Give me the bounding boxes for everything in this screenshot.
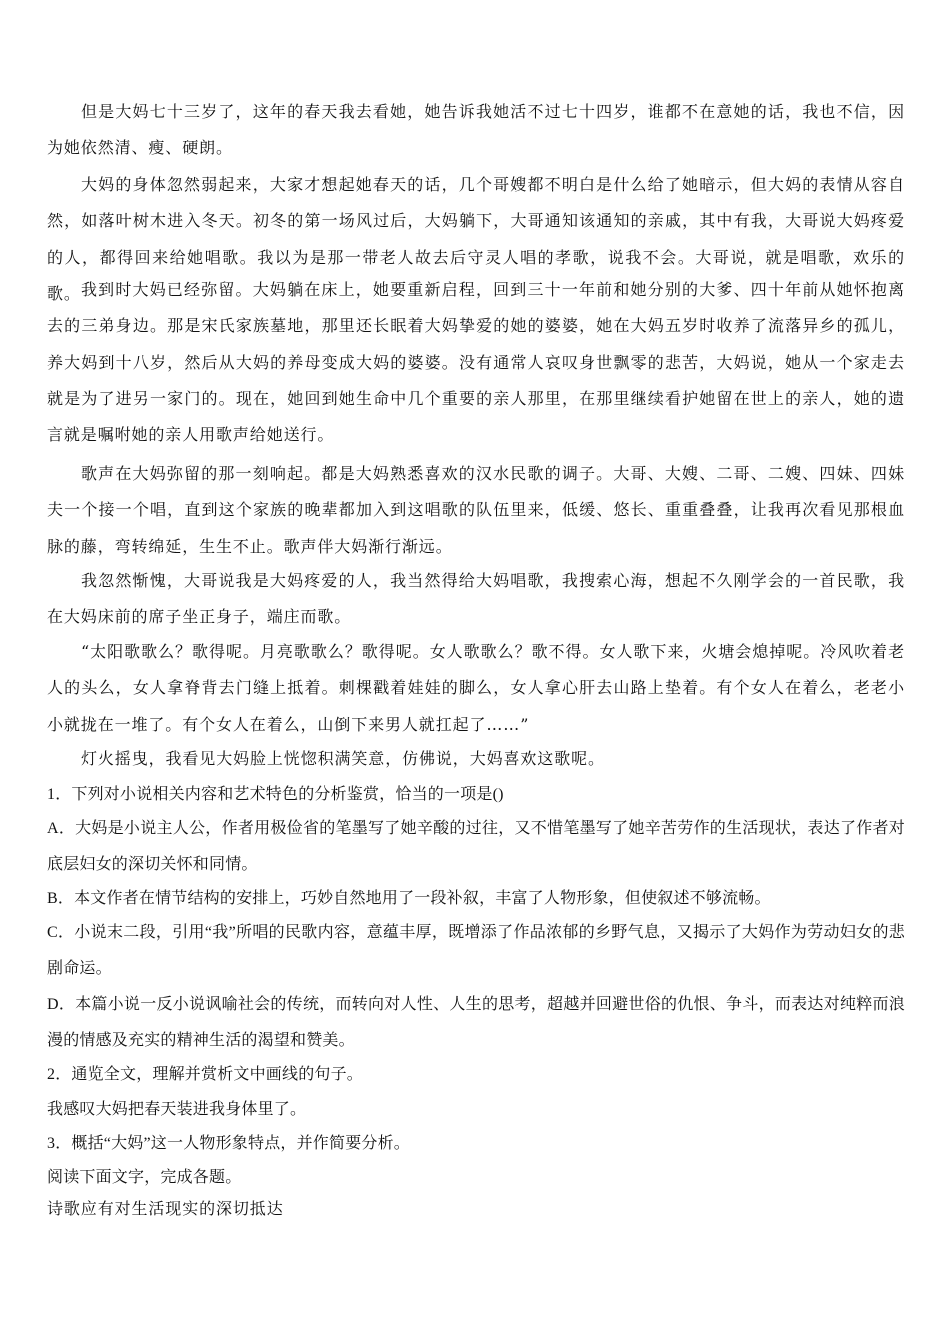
story-paragraph-1: 但是大妈七十三岁了，这年的春天我去看她，她告诉我她活不过七十四岁，谁都不在意她的话，我也不信，因为她依然清、瘦、硬朗。: [47, 102, 905, 158]
story-paragraph-5: 我忽然惭愧，大哥说我是大妈疼爱的人，我当然得给大妈唱歌，我搜索心海，想起不久刚学会的一首民歌，我在大妈床前的席子坐正身子，端庄而歌。: [47, 571, 905, 627]
story-paragraph-3: 我到时大妈已经弥留。大妈躺在床上，她要重新启程，回到三十一年前和她分别的大爹、四十年前从她怀抱离去的三弟身边。那是宋氏家族墓地，那里还长眠着大妈挚爱的她的婆婆，她在大妈五岁时收养了流落异乡的孤儿，养大妈到十八岁，然后从大妈的养母变成大妈的婆婆。没有通常人哀叹身世飘零的悲苦，大妈说，她从一个家走去就是为了进另一家门的。现在，她回到她生命中几个重要的亲人那里，在那里继续看护她留在世上的亲人，她的遗言就是嘱咐她的亲人用歌声给她送行。: [47, 280, 905, 445]
question-1-option-a: A．大妈是小说主人公，作者用极俭省的笔墨写了她辛酸的过往，又不惜笔墨写了她辛苦劳作的生活现状，表达了作者对底层妇女的深切关怀和同情。: [47, 820, 905, 874]
story-paragraph-song: “太阳歌歌么？歌得呢。月亮歌歌么？歌得呢。女人歌歌么？歌不得。女人歌下来，火塘会熄掉呢。冷风吹着老人的头么，女人拿脊背去门缝上抵着。刺棵戳着娃娃的脚么，女人拿心肝去山路上垫着。有个女人在着么，老老小小就拢在一堆了。有个女人在着么，山倒下来男人就扛起了……”: [47, 642, 905, 734]
story-paragraph-last: 灯火摇曳，我看见大妈脸上恍惚积满笑意，仿佛说，大妈喜欢这歌呢。: [81, 749, 605, 768]
story-paragraph-4: 歌声在大妈弥留的那一刻响起。都是大妈熟悉喜欢的汉水民歌的调子。大哥、大嫂、二哥、二嫂、四妹、四妹夫一个接一个唱，直到这个家族的晚辈都加入到这唱歌的队伍里来，低缓、悠长、重重叠叠，让我再次看见那根血脉的藤，弯转绵延，生生不止。歌声伴大妈渐行渐远。: [47, 464, 905, 556]
question-1-option-b: B．本文作者在情节结构的安排上，巧妙自然地用了一段补叙，丰富了人物形象，但使叙述不够流畅。: [47, 890, 771, 907]
question-1-option-c: C．小说末二段，引用“我”所唱的民歌内容，意蕴丰厚，既增添了作品浓郁的乡野气息，又揭示了大妈作为劳动妇女的悲剧命运。: [47, 924, 905, 978]
question-3: 3．概括“大妈”这一人物形象特点，并作简要分析。: [47, 1135, 411, 1152]
section-title: 诗歌应有对生活现实的深切抵达: [47, 1199, 284, 1218]
question-1-option-d: D．本篇小说一反小说讽喻社会的传统，而转向对人性、人生的思考，超越并回避世俗的仇恨、争斗，而表达对纯粹而浪漫的情感及充实的精神生活的渴望和赞美。: [47, 996, 905, 1050]
question-2-sentence: 我感叹大妈把春天装进我身体里了。: [47, 1101, 307, 1118]
question-1: 1．下列对小说相关内容和艺术特色的分析鉴赏，恰当的一项是(): [47, 786, 504, 803]
question-2: 2．通览全文，理解并赏析文中画线的句子。: [47, 1066, 364, 1083]
section-instruction: 阅读下面文字，完成各题。: [47, 1169, 242, 1186]
story-paragraph-2: 大妈的身体忽然弱起来，大家才想起她春天的话，几个哥嫂都不明白是什么给了她暗示，但大妈的表情从容自然，如落叶树木进入冬天。初冬的第一场风过后，大妈躺下，大哥通知该通知的亲戚，其中有我，大哥说大妈疼爱的人，都得回来给她唱歌。我以为是那一带老人故去后守灵人唱的孝歌，说我不会。大哥说，就是唱歌，欢乐的歌。: [47, 175, 905, 303]
